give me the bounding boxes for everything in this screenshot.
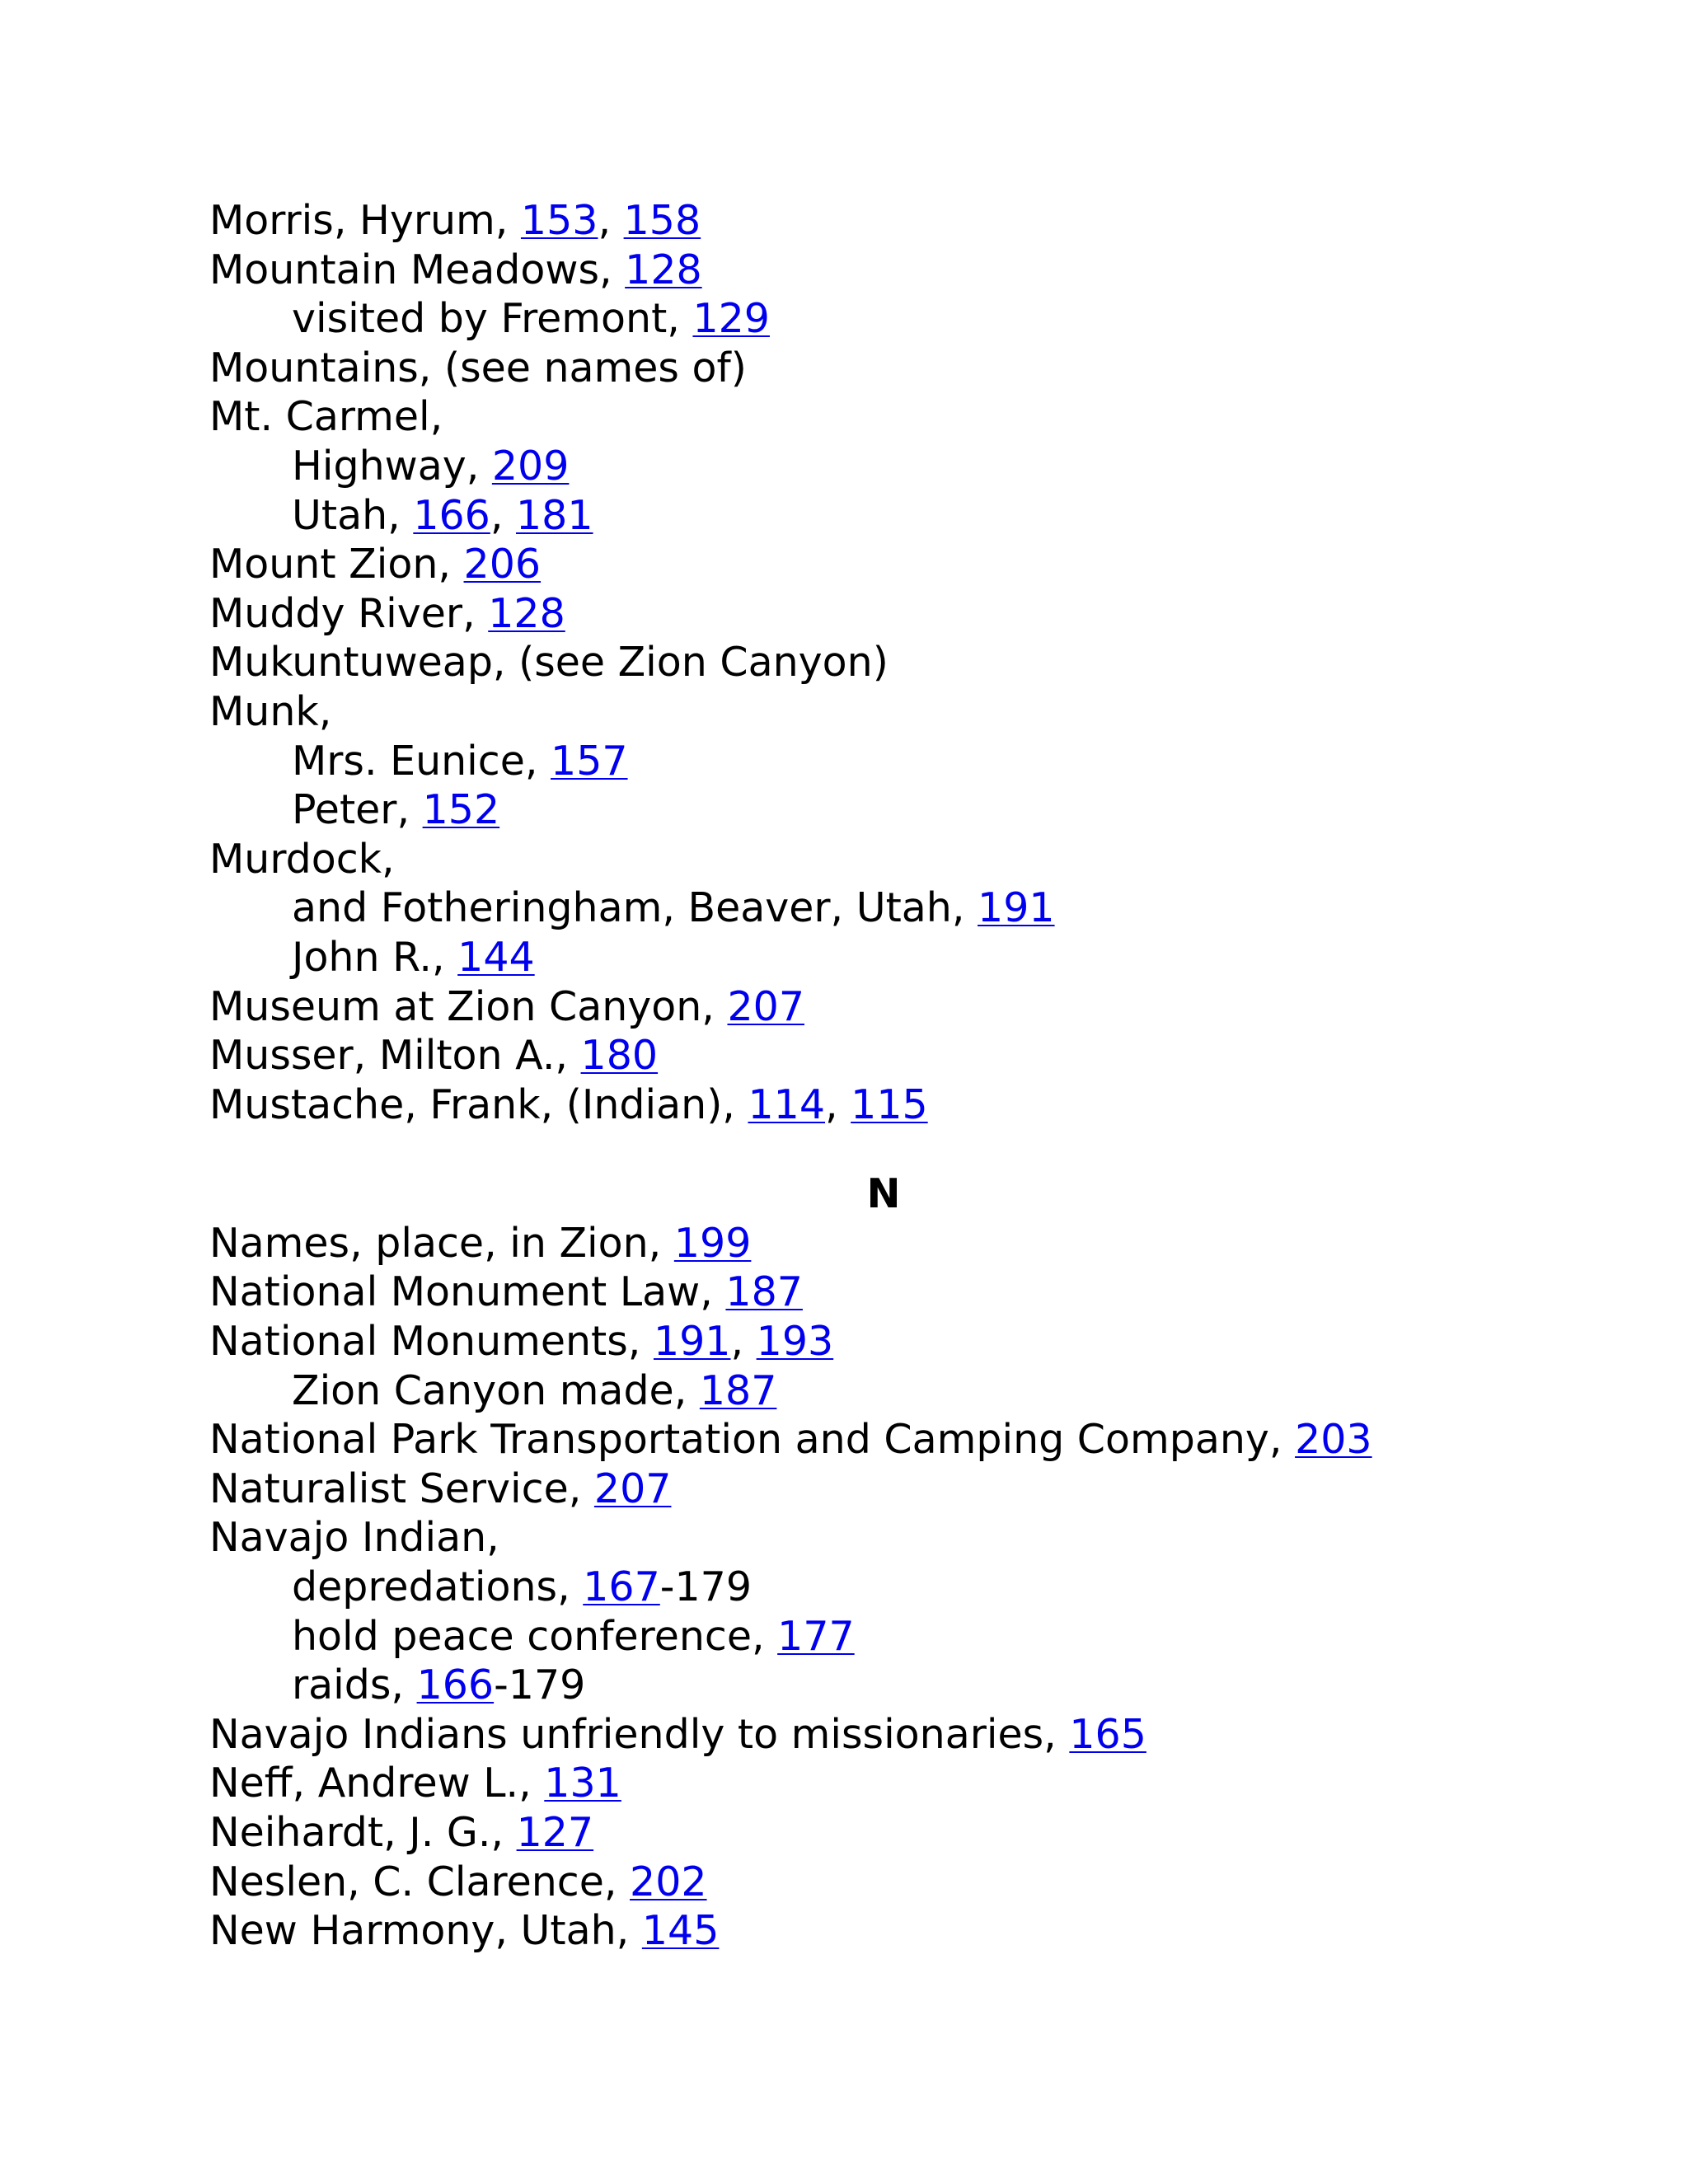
index-subentry <box>209 442 1611 491</box>
index-entry <box>209 540 1611 589</box>
index-subentry <box>209 491 1611 541</box>
entry-text: Munk, <box>209 687 332 735</box>
page-number-link[interactable]: 129 <box>692 295 770 343</box>
index-entry <box>209 1858 1611 1907</box>
index-entry <box>209 982 1611 1032</box>
entry-text: visited by Fremont, <box>292 295 693 343</box>
index-entry <box>209 196 1611 246</box>
page-number-link[interactable]: 206 <box>463 541 542 588</box>
page-number-link[interactable]: 207 <box>593 1465 672 1512</box>
entry-text: Peter, <box>292 786 423 834</box>
entry-text: Naturalist Service, <box>209 1465 594 1512</box>
index-entry <box>209 1465 1611 1514</box>
page-number-link[interactable]: 191 <box>978 884 1055 932</box>
page-number-link[interactable]: 131 <box>544 1760 621 1807</box>
index-entry <box>209 638 1611 687</box>
index-subentry <box>209 294 1611 344</box>
page-number-link[interactable]: 209 <box>491 442 570 490</box>
index-subentry <box>209 883 1611 933</box>
entry-text: Utah, <box>292 491 414 539</box>
page-number-link[interactable]: 177 <box>777 1612 855 1660</box>
entry-text: Murdock, <box>209 835 395 883</box>
entry-text: Neff, Andrew L., <box>209 1760 545 1807</box>
index-entry <box>209 1080 1611 1130</box>
index-entry <box>209 1759 1611 1808</box>
entry-text: , <box>825 1080 851 1128</box>
index-subentry <box>209 933 1611 982</box>
entry-text: Navajo Indians unfriendly to missionaries, <box>209 1710 1070 1758</box>
index-entry <box>209 1906 1611 1956</box>
index-entry <box>209 1415 1611 1465</box>
entry-text: hold peace conference, <box>292 1612 778 1660</box>
page-number-link[interactable]: 145 <box>641 1907 720 1955</box>
page-number-link[interactable]: 128 <box>488 589 565 637</box>
index-entry <box>209 1268 1611 1317</box>
page-number-link[interactable]: 152 <box>422 786 500 834</box>
entry-text: Mustache, Frank, (Indian), <box>209 1080 748 1128</box>
index-subentry <box>209 1661 1611 1710</box>
entry-text: National Monuments, <box>209 1318 654 1366</box>
index-subentry <box>209 1366 1611 1416</box>
index-subentry <box>209 737 1611 786</box>
index-entry <box>209 835 1611 884</box>
entry-text: , <box>730 1318 757 1366</box>
page-number-link[interactable]: 199 <box>673 1219 752 1267</box>
index-entry <box>209 344 1611 393</box>
page-number-link[interactable]: 202 <box>630 1858 707 1905</box>
entry-text: , <box>490 491 516 539</box>
entry-text: Neihardt, J. G., <box>209 1809 517 1856</box>
page-number-link[interactable]: 187 <box>725 1268 803 1316</box>
entry-text: Highway, <box>292 442 492 490</box>
entry-text: -179 <box>494 1661 586 1709</box>
entry-text: Mt. Carmel, <box>209 393 443 441</box>
entry-text: depredations, <box>292 1563 584 1611</box>
index-entry <box>209 246 1611 295</box>
page-number-link[interactable]: 157 <box>551 737 628 785</box>
section-gap <box>209 1129 1611 1169</box>
index-entry <box>209 1513 1611 1563</box>
index-entry <box>209 1219 1611 1268</box>
page-number-link[interactable]: 167 <box>583 1563 660 1611</box>
page-number-link[interactable]: 115 <box>851 1080 928 1128</box>
entry-text: Names, place, in Zion, <box>209 1219 674 1267</box>
index-subentry <box>209 785 1611 835</box>
page-number-link[interactable]: 165 <box>1069 1710 1146 1758</box>
entry-text: and Fotheringham, Beaver, Utah, <box>292 884 978 932</box>
entry-text: Neslen, C. Clarence, <box>209 1858 631 1905</box>
page-number-link[interactable]: 127 <box>516 1809 594 1856</box>
index-entry <box>209 1317 1611 1366</box>
index-entry <box>209 1710 1611 1760</box>
page-number-link[interactable]: 187 <box>699 1366 777 1414</box>
page-number-link[interactable]: 180 <box>580 1032 659 1080</box>
index-page <box>209 196 1611 1956</box>
entry-text: Mountains, (see names of) <box>209 344 747 391</box>
page-number-link[interactable]: 207 <box>727 982 804 1030</box>
entry-text: National Park Transportation and Camping Company, <box>209 1416 1296 1464</box>
entry-text: , <box>598 197 624 244</box>
page-number-link[interactable]: 203 <box>1295 1416 1372 1464</box>
page-number-link[interactable]: 166 <box>416 1661 495 1709</box>
page-number-link[interactable]: 191 <box>653 1318 731 1366</box>
entry-text: Mrs. Eunice, <box>292 737 551 785</box>
entry-text: -179 <box>659 1563 752 1611</box>
page-number-link[interactable]: 181 <box>516 491 593 539</box>
page-number-link[interactable]: 153 <box>520 197 598 244</box>
entry-text: Zion Canyon made, <box>292 1366 700 1414</box>
index-entry <box>209 392 1611 442</box>
section-letter-heading: N <box>866 1170 901 1218</box>
index-subentry <box>209 1612 1611 1661</box>
entry-text: Morris, Hyrum, <box>209 197 521 244</box>
entry-text: Musser, Milton A., <box>209 1032 581 1080</box>
page-number-link[interactable]: 166 <box>413 491 490 539</box>
page-number-link[interactable]: 144 <box>457 933 535 981</box>
entry-text: Mukuntuweap, (see Zion Canyon) <box>209 639 889 687</box>
page-number-link[interactable]: 128 <box>625 246 702 293</box>
index-entry <box>209 687 1611 737</box>
entry-text: Mount Zion, <box>209 541 464 588</box>
page-number-link[interactable]: 114 <box>748 1080 825 1128</box>
entry-text: raids, <box>292 1661 417 1709</box>
entry-text: Muddy River, <box>209 589 489 637</box>
entry-text: New Harmony, Utah, <box>209 1907 642 1955</box>
entry-text: National Monument Law, <box>209 1268 726 1316</box>
index-entry <box>209 1031 1611 1080</box>
entry-text: Museum at Zion Canyon, <box>209 982 728 1030</box>
page-number-link[interactable]: 158 <box>623 197 701 244</box>
index-subentry <box>209 1563 1611 1612</box>
index-entry <box>209 589 1611 639</box>
entry-text: John R., <box>292 933 458 981</box>
page-number-link[interactable]: 193 <box>756 1318 834 1366</box>
entry-text: Mountain Meadows, <box>209 246 626 293</box>
index-entry <box>209 1808 1611 1858</box>
entry-text: Navajo Indian, <box>209 1514 499 1562</box>
